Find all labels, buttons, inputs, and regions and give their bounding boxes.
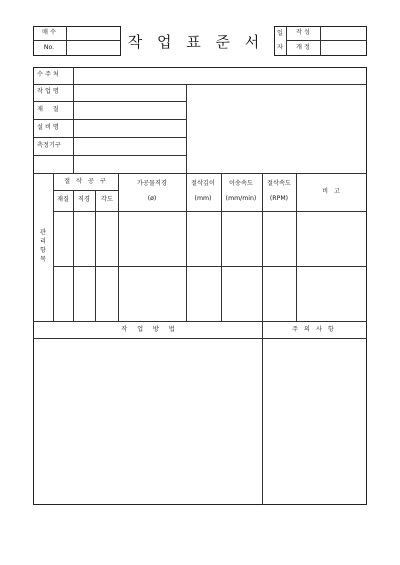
col-divider (118, 173, 119, 321)
tool-sub-divider (53, 190, 118, 191)
work-diameter-header: 가공물직경 (137, 180, 167, 187)
tool-diameter-header: 직경 (78, 196, 90, 203)
created-label: 작 성 (296, 29, 310, 36)
row-line (33, 173, 367, 174)
work-method-header: 작 업 방 법 (121, 326, 175, 333)
notes-header: 주 의 사 항 (292, 326, 336, 333)
tool-material-header: 재질 (57, 196, 69, 203)
info-right-divider (186, 84, 187, 173)
col-divider (221, 173, 222, 321)
count-box-col-divider (66, 26, 67, 56)
col-divider (73, 190, 74, 321)
management-items-label (39, 228, 47, 264)
revised-label: 개 정 (296, 44, 310, 51)
row-line (33, 155, 186, 156)
date-label-char-1: 일 (277, 30, 283, 37)
col-divider (296, 173, 297, 321)
date-box-divider (286, 40, 367, 41)
row-line (33, 137, 186, 138)
row-line (33, 101, 186, 102)
header-bottom-line (53, 211, 367, 212)
management-label-char: 관 (40, 229, 46, 236)
equipment-label: 설 비 명 (37, 124, 59, 131)
material-label: 재 질 (37, 106, 59, 113)
job-name-label: 작 업 명 (37, 88, 59, 95)
count-label: 매 수 (42, 29, 56, 36)
col-divider (186, 173, 187, 321)
cut-depth-header: 절삭깊이 (191, 180, 215, 187)
tool-angle-header: 각도 (101, 196, 113, 203)
cutting-tool-header: 절 삭 공 구 (64, 178, 108, 185)
date-box-col2 (320, 26, 321, 56)
mid-row-line (53, 266, 367, 267)
bottom-divider (262, 321, 263, 505)
date-label-char-2: 자 (277, 44, 283, 51)
row-line (33, 119, 186, 120)
col-divider (95, 190, 96, 321)
count-box-divider (33, 40, 121, 41)
work-diameter-unit: (ø) (147, 195, 157, 202)
bottom-header-line (33, 338, 367, 339)
feed-speed-header: 이송속도 (229, 180, 253, 187)
measuring-tool-label: 측정기구 (37, 142, 61, 149)
row-line (33, 84, 367, 85)
remarks-header: 비 고 (322, 188, 340, 195)
feed-speed-unit: (mm/min) (225, 195, 257, 202)
date-box-col1 (286, 26, 287, 56)
info-label-divider (73, 67, 74, 173)
management-label-char: 목 (40, 256, 46, 263)
cutting-speed-header: 절삭속도 (267, 180, 291, 187)
side-col-divider (53, 173, 54, 321)
management-label-char: 항 (40, 247, 46, 254)
no-label: No. (43, 44, 55, 51)
cut-depth-unit: (mm) (194, 195, 212, 202)
table-bottom-line (33, 321, 367, 322)
cutting-speed-unit: (RPM) (269, 195, 289, 202)
page-title: 작 업 표 준 서 (127, 33, 265, 51)
col-divider (262, 173, 263, 321)
client-label: 수 주 처 (37, 71, 59, 78)
form-frame (33, 67, 367, 505)
management-label-char: 리 (40, 238, 46, 245)
